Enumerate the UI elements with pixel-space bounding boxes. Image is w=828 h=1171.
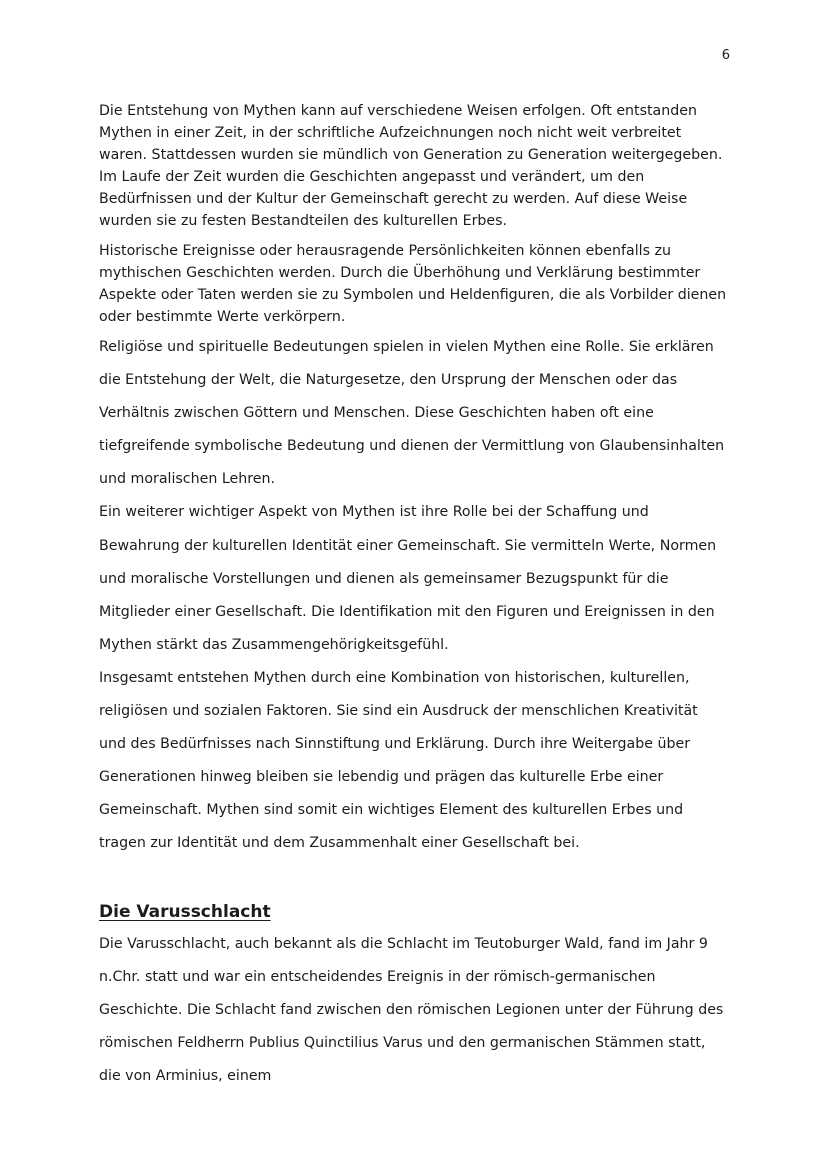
section-heading-varusschlacht: Die Varusschlacht xyxy=(99,901,271,922)
paragraph-varusschlacht: Die Varusschlacht, auch bekannt als die Schlacht im Teutoburger Wald, fand im Jahr 9 n.Chr. statt und war ein entscheidendes Ereignis in der römisch-germanischen Geschichte. Die Schlacht fand zwischen den römischen Legionen unter der Führung des römischen Feldherrn Publius Quinctilius Varus und den germanischen Stämmen statt, die von Arminius, einem xyxy=(99,935,724,1084)
paragraph-cultural-identity: Ein weiterer wichtiger Aspekt von Mythen ist ihre Rolle bei der Schaffung und Bewahrung der kulturellen Identität einer Gemeinschaft. Sie vermitteln Werte, Normen und moralische Vorstellungen und dienen als gemeinsamer Bezugspunkt für die Mitglieder einer Gesellschaft. Die Identifikation mit den Figuren und Ereignissen in den Mythen stärkt das Zusammengehörigkeitsgefühl. xyxy=(99,504,717,653)
page-number: 6 xyxy=(721,48,730,63)
paragraph-origin-of-myths: Die Entstehung von Mythen kann auf verschiedene Weisen erfolgen. Oft entstanden Mythen in einer Zeit, in der schriftliche Aufzeichnungen noch nicht weit verbreitet waren. Stattdessen wurden sie mündlich von Generation zu Generation weitergegeben. Im Laufe der Zeit wurden die Geschichten angepasst und verändert, um den Bedürfnissen und der Kultur der Gemeinschaft gerecht zu werden. Auf diese Weise wurden sie zu festen Bestandteilen des kulturellen Erbes. xyxy=(99,103,723,229)
page-content xyxy=(99,100,729,1093)
paragraph-historical-events: Historische Ereignisse oder herausragende Persönlichkeiten können ebenfalls zu mythischen Geschichten werden. Durch die Überhöhung und Verklärung bestimmter Aspekte oder Taten werden sie zu Symbolen und Heldenfiguren, die als Vorbilder dienen oder bestimmte Werte verkörpern. xyxy=(99,243,727,325)
paragraph-summary: Insgesamt entstehen Mythen durch eine Kombination von historischen, kulturellen, religiösen und sozialen Faktoren. Sie sind ein Ausdruck der menschlichen Kreativität und des Bedürfnisses nach Sinnstiftung und Erklärung. Durch ihre Weitergabe über Generationen hinweg bleiben sie lebendig und prägen das kulturelle Erbe einer Gemeinschaft. Mythen sind somit ein wichtiges Element des kulturellen Erbes und tragen zur Identität und dem Zusammenhalt einer Gesellschaft bei. xyxy=(99,669,698,852)
paragraph-religious-meaning: Religiöse und spirituelle Bedeutungen spielen in vielen Mythen eine Rolle. Sie erklären die Entstehung der Welt, die Naturgesetze, den Ursprung der Menschen oder das Verhältnis zwischen Göttern und Menschen. Diese Geschichten haben oft eine tiefgreifende symbolische Bedeutung und dienen der Vermittlung von Glaubensinhalten und moralischen Lehren. xyxy=(99,339,725,488)
